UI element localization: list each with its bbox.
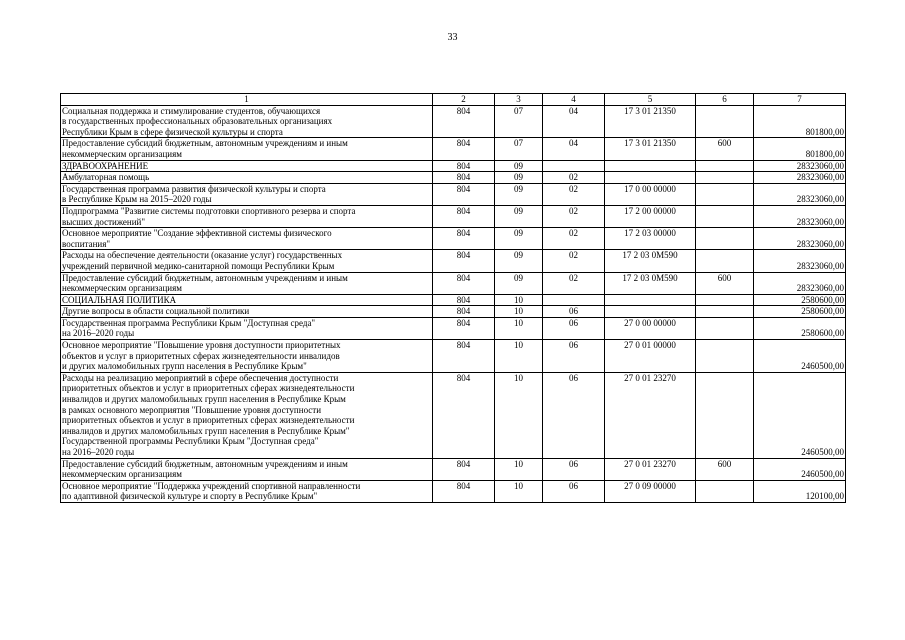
target-article-cell: 17 0 00 00000 xyxy=(605,183,696,205)
row-name-cell: Основное мероприятие "Повышение уровня доступности приоритетных объектов и услуг в приоритетных сферах жизнедеятельности инвалидов и других маломобильных групп населения в Республике Крым" xyxy=(61,340,433,373)
section-code-cell: 07 xyxy=(495,105,543,138)
table-row xyxy=(61,172,846,184)
table-row xyxy=(61,272,846,294)
subsection-code-cell: 02 xyxy=(543,250,605,272)
target-article-cell: 27 0 09 00000 xyxy=(605,480,696,502)
expense-type-cell xyxy=(696,160,754,172)
row-name-cell: СОЦИАЛЬНАЯ ПОЛИТИКА xyxy=(61,294,433,306)
budget-table xyxy=(60,93,846,503)
target-article-cell: 27 0 00 00000 xyxy=(605,317,696,339)
page-number: 33 xyxy=(447,32,458,43)
row-name-cell: Амбулаторная помощь xyxy=(61,172,433,184)
table-row xyxy=(61,480,846,502)
expense-type-cell xyxy=(696,372,754,458)
expense-type-cell xyxy=(696,317,754,339)
expense-type-cell: 600 xyxy=(696,458,754,480)
amount-cell: 120100,00 xyxy=(754,480,846,502)
ministry-code-cell: 804 xyxy=(433,306,495,318)
table-row xyxy=(61,105,846,138)
amount-cell: 801800,00 xyxy=(754,138,846,160)
column-header: 7 xyxy=(754,94,846,106)
column-header: 4 xyxy=(543,94,605,106)
subsection-code-cell: 06 xyxy=(543,480,605,502)
amount-cell: 28323060,00 xyxy=(754,205,846,227)
row-name-cell: Другие вопросы в области социальной политики xyxy=(61,306,433,318)
table-row xyxy=(61,138,846,160)
subsection-code-cell: 02 xyxy=(543,183,605,205)
table-row xyxy=(61,294,846,306)
amount-cell: 2580600,00 xyxy=(754,317,846,339)
ministry-code-cell: 804 xyxy=(433,172,495,184)
target-article-cell xyxy=(605,294,696,306)
ministry-code-cell: 804 xyxy=(433,183,495,205)
section-code-cell: 10 xyxy=(495,458,543,480)
section-code-cell: 09 xyxy=(495,183,543,205)
amount-cell: 801800,00 xyxy=(754,105,846,138)
ministry-code-cell: 804 xyxy=(433,272,495,294)
table-row xyxy=(61,228,846,250)
table-row xyxy=(61,250,846,272)
ministry-code-cell: 804 xyxy=(433,160,495,172)
row-name-cell: Предоставление субсидий бюджетным, автономным учреждениям и иным некоммерческим организациям xyxy=(61,458,433,480)
subsection-code-cell: 04 xyxy=(543,138,605,160)
column-header: 6 xyxy=(696,94,754,106)
ministry-code-cell: 804 xyxy=(433,340,495,373)
ministry-code-cell: 804 xyxy=(433,205,495,227)
row-name-cell: Государственная программа Республики Крым "Доступная среда" на 2016–2020 годы xyxy=(61,317,433,339)
expense-type-cell xyxy=(696,250,754,272)
row-name-cell: Расходы на реализацию мероприятий в сфере обеспечения доступности приоритетных объектов и услуг в приоритетных сферах жизнедеятельности инвалидов и других маломобильных групп населения в Республике Крым в рамках основного мероприятия "Повышение уровня доступности приоритетных объектов и услуг в приоритетных сферах жизнедеятельности инвалидов и других маломобильных групп населения в Республике Крым" Государственной программы Республики Крым "Доступная среда" на 2016–2020 годы xyxy=(61,372,433,458)
row-name-cell: Государственная программа развития физической культуры и спорта в Республике Крым на 2015–2020 годы xyxy=(61,183,433,205)
expense-type-cell xyxy=(696,480,754,502)
row-name-cell: Основное мероприятие "Поддержка учреждений спортивной направленности по адаптивной физической культуре и спорту в Республике Крым" xyxy=(61,480,433,502)
target-article-cell: 17 2 03 00000 xyxy=(605,228,696,250)
row-name-cell: Предоставление субсидий бюджетным, автономным учреждениям и иным некоммерческим организациям xyxy=(61,272,433,294)
section-code-cell: 09 xyxy=(495,272,543,294)
subsection-code-cell: 02 xyxy=(543,172,605,184)
column-header: 1 xyxy=(61,94,433,106)
section-code-cell: 09 xyxy=(495,172,543,184)
target-article-cell: 17 3 01 21350 xyxy=(605,105,696,138)
table-row xyxy=(61,340,846,373)
column-header: 5 xyxy=(605,94,696,106)
subsection-code-cell: 02 xyxy=(543,272,605,294)
target-article-cell xyxy=(605,160,696,172)
target-article-cell: 17 2 03 0М590 xyxy=(605,250,696,272)
section-code-cell: 09 xyxy=(495,250,543,272)
ministry-code-cell: 804 xyxy=(433,228,495,250)
target-article-cell: 17 2 00 00000 xyxy=(605,205,696,227)
amount-cell: 28323060,00 xyxy=(754,183,846,205)
ministry-code-cell: 804 xyxy=(433,294,495,306)
target-article-cell: 17 3 01 21350 xyxy=(605,138,696,160)
table-header-row xyxy=(61,94,846,106)
row-name-cell: Основное мероприятие "Создание эффективной системы физического воспитания" xyxy=(61,228,433,250)
ministry-code-cell: 804 xyxy=(433,317,495,339)
ministry-code-cell: 804 xyxy=(433,138,495,160)
amount-cell: 2460500,00 xyxy=(754,372,846,458)
subsection-code-cell: 04 xyxy=(543,105,605,138)
amount-cell: 28323060,00 xyxy=(754,160,846,172)
section-code-cell: 07 xyxy=(495,138,543,160)
target-article-cell: 27 0 01 23270 xyxy=(605,458,696,480)
section-code-cell: 10 xyxy=(495,372,543,458)
section-code-cell: 09 xyxy=(495,228,543,250)
ministry-code-cell: 804 xyxy=(433,480,495,502)
ministry-code-cell: 804 xyxy=(433,250,495,272)
expense-type-cell: 600 xyxy=(696,138,754,160)
ministry-code-cell: 804 xyxy=(433,105,495,138)
amount-cell: 2460500,00 xyxy=(754,340,846,373)
subsection-code-cell xyxy=(543,294,605,306)
amount-cell: 28323060,00 xyxy=(754,272,846,294)
section-code-cell: 09 xyxy=(495,160,543,172)
target-article-cell xyxy=(605,172,696,184)
amount-cell: 2460500,00 xyxy=(754,458,846,480)
expense-type-cell xyxy=(696,294,754,306)
ministry-code-cell: 804 xyxy=(433,372,495,458)
section-code-cell: 10 xyxy=(495,306,543,318)
target-article-cell: 27 0 01 23270 xyxy=(605,372,696,458)
target-article-cell xyxy=(605,306,696,318)
subsection-code-cell: 06 xyxy=(543,306,605,318)
column-header: 3 xyxy=(495,94,543,106)
row-name-cell: Расходы на обеспечение деятельности (оказание услуг) государственных учреждений первичной медико-санитарной помощи Республики Крым xyxy=(61,250,433,272)
amount-cell: 28323060,00 xyxy=(754,228,846,250)
subsection-code-cell: 06 xyxy=(543,340,605,373)
table-row xyxy=(61,205,846,227)
subsection-code-cell: 02 xyxy=(543,205,605,227)
expense-type-cell xyxy=(696,105,754,138)
subsection-code-cell: 06 xyxy=(543,458,605,480)
target-article-cell: 27 0 01 00000 xyxy=(605,340,696,373)
row-name-cell: Подпрограмма "Развитие системы подготовки спортивного резерва и спорта высших достижений" xyxy=(61,205,433,227)
section-code-cell: 10 xyxy=(495,317,543,339)
amount-cell: 28323060,00 xyxy=(754,250,846,272)
target-article-cell: 17 2 03 0М590 xyxy=(605,272,696,294)
table-row xyxy=(61,458,846,480)
table-row xyxy=(61,306,846,318)
row-name-cell: Предоставление субсидий бюджетным, автономным учреждениям и иным некоммерческим организациям xyxy=(61,138,433,160)
subsection-code-cell: 06 xyxy=(543,372,605,458)
amount-cell: 2580600,00 xyxy=(754,306,846,318)
row-name-cell: ЗДРАВООХРАНЕНИЕ xyxy=(61,160,433,172)
table-row xyxy=(61,183,846,205)
ministry-code-cell: 804 xyxy=(433,458,495,480)
subsection-code-cell: 02 xyxy=(543,228,605,250)
section-code-cell: 10 xyxy=(495,294,543,306)
expense-type-cell xyxy=(696,183,754,205)
table-row xyxy=(61,317,846,339)
expense-type-cell xyxy=(696,340,754,373)
expense-type-cell xyxy=(696,306,754,318)
expense-type-cell xyxy=(696,228,754,250)
section-code-cell: 10 xyxy=(495,340,543,373)
table-row xyxy=(61,160,846,172)
column-header: 2 xyxy=(433,94,495,106)
subsection-code-cell: 06 xyxy=(543,317,605,339)
amount-cell: 28323060,00 xyxy=(754,172,846,184)
row-name-cell: Социальная поддержка и стимулирование студентов, обучающихся в государственных профессиональных образовательных организациях Республики Крым в сфере физической культуры и спорта xyxy=(61,105,433,138)
table-row xyxy=(61,372,846,458)
amount-cell: 2580600,00 xyxy=(754,294,846,306)
expense-type-cell: 600 xyxy=(696,272,754,294)
section-code-cell: 10 xyxy=(495,480,543,502)
subsection-code-cell xyxy=(543,160,605,172)
expense-type-cell xyxy=(696,205,754,227)
section-code-cell: 09 xyxy=(495,205,543,227)
expense-type-cell xyxy=(696,172,754,184)
